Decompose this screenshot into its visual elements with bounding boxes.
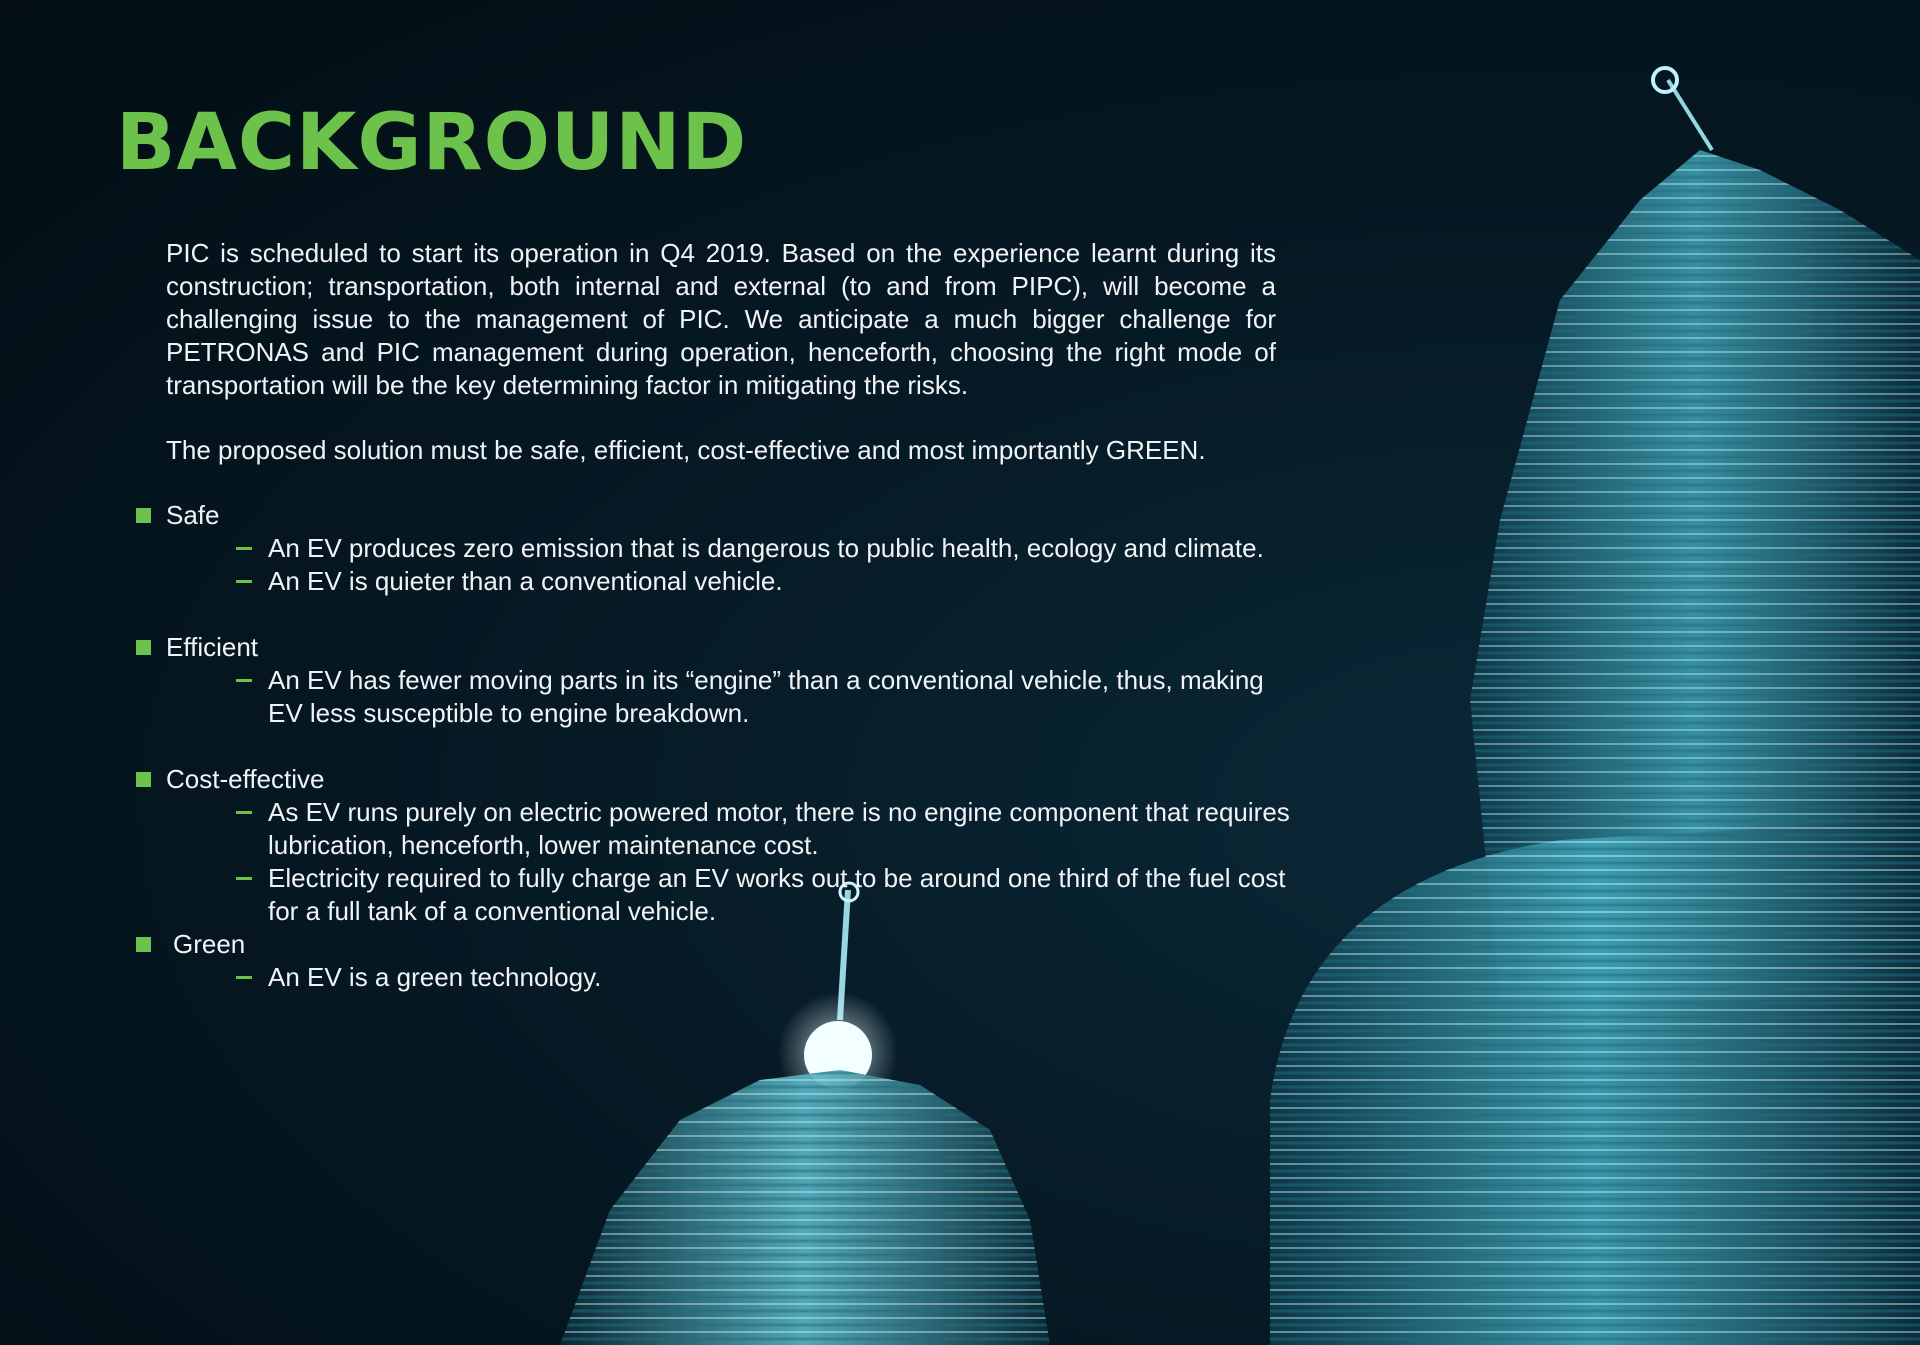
- square-bullet-icon: [136, 772, 151, 787]
- criterion-label: Efficient: [166, 632, 259, 662]
- criterion-green: [136, 928, 1296, 994]
- criterion-label: Green: [173, 929, 246, 959]
- proposed-solution-text: The proposed solution must be safe, efficient, cost-effective and most importantly GREEN.: [166, 435, 1206, 465]
- dash-icon: [236, 976, 252, 979]
- square-bullet-icon: [136, 508, 151, 523]
- square-bullet-icon: [136, 937, 151, 952]
- criterion-detail: An EV is a green technology.: [136, 961, 1296, 994]
- criterion-detail: An EV has fewer moving parts in its “engine” than a conventional vehicle, thus, making EV less susceptible to engine breakdown.: [136, 664, 1296, 730]
- dash-icon: [236, 547, 252, 550]
- square-bullet-icon: [136, 640, 151, 655]
- page-title: BACKGROUND: [116, 98, 748, 188]
- criterion-detail: An EV produces zero emission that is dangerous to public health, ecology and climate.: [136, 532, 1296, 565]
- criterion-cost-effective: [136, 763, 1296, 928]
- intro-paragraph: PIC is scheduled to start its operation in Q4 2019. Based on the experience learnt during its construction; transportation, both internal and external (to and from PIPC), will become a challenging issue to the management of PIC. We anticipate a much bigger challenge for PETRONAS and PIC management during operation, henceforth, choosing the right mode of transportation will be the key determining factor in mitigating the risks.: [166, 238, 1276, 400]
- dash-icon: [236, 679, 252, 682]
- criterion-detail: Electricity required to fully charge an EV works out to be around one third of the fuel cost for a full tank of a conventional vehicle.: [136, 862, 1296, 928]
- criterion-label: Cost-effective: [166, 764, 325, 794]
- criterion-label: Safe: [166, 500, 220, 530]
- dash-icon: [236, 811, 252, 814]
- criterion-detail: As EV runs purely on electric powered motor, there is no engine component that requires lubrication, henceforth, lower maintenance cost.: [136, 796, 1296, 862]
- criterion-efficient: [136, 631, 1296, 730]
- dash-icon: [236, 580, 252, 583]
- criteria-list: [136, 499, 1296, 994]
- dash-icon: [236, 877, 252, 880]
- criterion-safe: [136, 499, 1296, 598]
- criterion-detail: An EV is quieter than a conventional vehicle.: [136, 565, 1296, 598]
